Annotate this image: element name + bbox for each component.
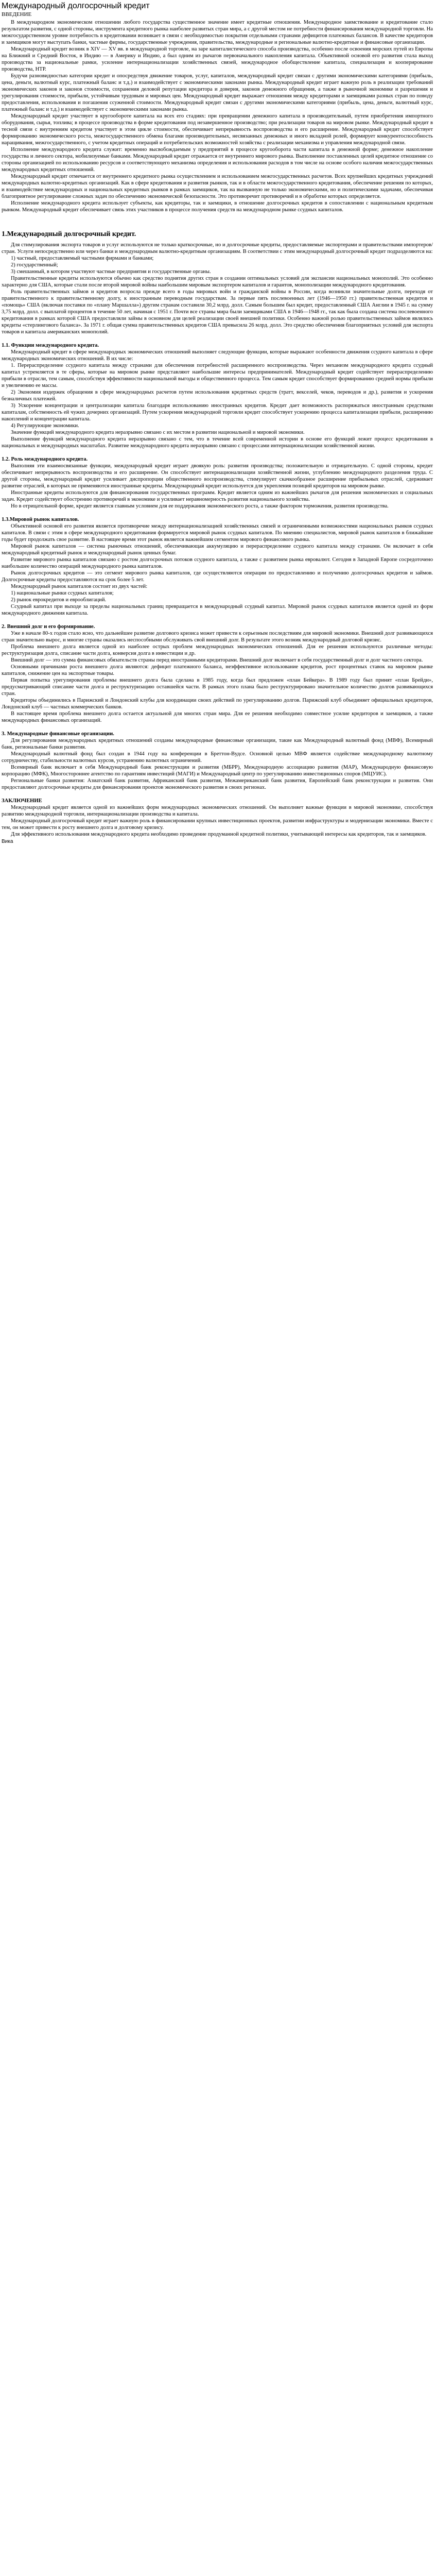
paragraph: Рынок долгосрочных кредитов — это сегмент мирового рынка капиталов, где осуществляются операции по предоставлению и получению долгосрочных кредитов и займов. Долгосрочные кредиты предоставляются на срок более 5 лет. [2,570,433,583]
paragraph: Международный рынок капиталов состоит из двух частей: [11,584,148,589]
list-item: 1. Перераспределение ссудного капитала между странами для обеспечения потребностей расширенного воспроизводства. Через механизм международного кредита ссудный капитал устремляется в те сферы, которые на мировом рынке представляют наибольшие интересы предпринимателей. Международный кредит содействует перераспределению прибыли в отрасли, тем самым, способствуя эффективности национальной выгоды и общественного процесса. Тем самым кредит способствует формированию средней нормы прибыли и увеличению ее массы. [2,363,433,388]
section-body [2,349,433,449]
paragraph: В международном экономическом отношении любого государства существенное значение имеет кредитные отношения. Международное заимствование и кредитование стало результатом развития, с одной стороны, инструмента кредитного рынка наиболее развитых стран мира, а с другой местом не потребности финансирования международной торговли. На межгосударственном уровне потребность в кредитовании возникает в связи с необходимостью покрытия отдельными странами дефицитов платежных балансов. В качестве кредиторов и заемщиков могут выступать банки, частные фирмы, государственные учреждения, правительства, международные и региональные валютно-кредитные и финансовые организации. [2,20,433,45]
paragraph: Правительственные кредиты используются обычно как средство поднятия других стран в создании оптимальных условий для экспансии национальных монополий. Это особенно характерно для США, которые стали после второй мировой войны наибольшим мировым экспортером капиталов и гарантов, монополизации международного кредитования. [2,276,433,288]
paragraph: Международный валютный фонд был создан в 1944 году на конференции в Бреттон-Вудсе. Основной целью МВФ является содействие международному валютному сотрудничеству, стабильности валютных курсов, устранению валютных ограничений. [2,751,433,764]
paragraph: Значение функций международного кредита неразрывно связано с их местом в развитии национальной и мировой экономики. [11,430,305,435]
section-body [2,242,433,335]
list-item: 1) частный, предоставляемый частными фирмами и банками; [11,256,154,261]
paragraph: Роль правительственных займов и кредитов возросла прежде всего в годы мировых войн и гражданской войны в России, когда возникли значительные долги, переходя от правительственного к правительственному долгу, к иностранным переводным государствам. За первые пять послевоенных лет (1946—1950 гг.) правительственная кредитов и «помощь» США (включая поставки по «плану Маршалла») другим странам составили 30,2 млрд. долл. Самым большим был кредит, предоставленный США Англии в 1945 г. на сумму 3,75 млрд. долл. с выплатой процентов в течение 50 лет, начиная с 1951 г. Почти все страны мира были заемщиками США в 1946—1948 гг., так как была создана система послевоенного кредитования в рамках которой США предоставляли займы в основном для целей реализации своей внешней политики. Особенно важной ролью правительственных займов являлись кредиты «стерлингового баланса». За 1971 г. общая сумма правительственных кредитов США превысила 26 млрд. долл. Это средство обеспечения благоприятных условий для экспорта товаров и капитала американских монополий. [2,289,433,335]
paragraph: Для эффективного использования международного кредита необходимо проведение продуманной кредитной политики, учитывающей интересы как кредиторов, так и заемщиков. [11,832,427,837]
paragraph: Международный кредит является одной из важнейших форм международных экономических отношений. Он выполняет важные функции в мировой экономике, способствуя развитию международной торговли, интернационализации производства и капитала. [2,805,433,817]
section-body [2,737,433,791]
conclusion-heading: ЗАКЛЮЧЕНИЕ [2,798,42,804]
paragraph: Выполняя эти взаимосвязанные функции, международный кредит играет двоякую роль: развития производства; положительную и отрицательную. С одной стороны, кредит обеспечивает непрерывность воспроизводства и его расширение. Он способствует интернационализации хозяйственной жизни, углублению международного разделения труда. С другой стороны, международный кредит усиливает диспропорции общественного воспроизводства, стимулирует скачкообразное расширение прибыльных отраслей, сдерживает развитие отраслей, в которых не применяются иностранные кредиты. Международный кредит используется для укрепления позиций кредиторов на мировом рынке. [2,463,433,489]
paragraph: Международный кредит отмечается от внутреннего кредитного рынка осуществлением и использованием межгосударственных расчетов. Всех крупнейших кредитных учреждений международных валютно-кредитных организаций. Как в сфере кредитования и развития рынков, так и в области межгосударственного кредитования, обеспечение решения по которых, и взаимодействие международных и национальных кредитных рынков в рамках заемщиков, так на вызванную не только экономическими, но и политическими задачами, обеспечивая благоприятное регулирование сложных задач по обеспечению экономической безопасности. Это противоречит противоречий и в обработке которых определяется. [2,174,433,199]
list-item: 2) государственный; [11,262,58,268]
list-item: 1) национальные рынки ссудных капиталов; [11,590,114,596]
subsection-heading: 1.1. Функции международного кредита. [2,343,99,348]
paragraph: Уже в начале 80-х годов стало ясно, что дальнейшее развитие долгового кризиса может привести к серьезным последствиям для мировой экономики. Внешний долг развивающихся стран значительно вырос, и многие страны оказались неспособными обслуживать свой внешний долг. В результате этого возник международный долговой кризис. [2,631,433,643]
section-heading: 1.Международный долгосрочный кредит. [2,230,136,238]
paragraph: Для регулирования международных кредитных отношений созданы международные финансовые организации, такие как Международный валютный фонд (МВФ), Всемирный банк, региональные банки развития. [2,738,433,750]
section-body [2,630,433,724]
conclusion-body [2,804,433,838]
paragraph: Объективной основой его развития является противоречие между интернационализацией хозяйственных связей и ограниченными возможностями национальных рынков ссудных капиталов. В связи с этим в сфере международного кредитования формируется мировой рынок ссудных капиталов. По мнению специалистов, мировой рынок капиталов в ближайшие годы будет продолжать свое развитие. В настоящее время этот рынок является важнейшим сегментом мирового финансового рынка. [2,523,433,543]
paragraph: Будучи разновидностью категории кредит и опосредствуя движение товаров, услуг, капиталов, международный кредит связан с другими экономическими категориями (прибыль, цена, деньги, валютный курс, платежный баланс и т.д.) и взаимодействует с экономическими законами рынка. Международный кредит играет важную роль в реализации требований экономических законов и законов стоимости, сохранения деловой репутации кредитора и доверия, законов денежного обращения, а также в рыночной экономике и разрешения и урегулирования стоимости, прибыли, устойчивым трудовым и мировых цен. Международный кредит выражает отношения между кредиторами и заемщиками разных стран по поводу предоставления, использования и погашения ссуженной стоимости. Международный кредит связан с другими экономическими категориями (прибыль, цена, деньги, валютный курс, платежный баланс и т.д.) и взаимодействует с экономическими законами рынка. [2,73,433,112]
paragraph: Но в отрицательной форме, кредит является главным условием для ее поддержания экономического роста, а также фактором торможения, развития производства. [11,503,389,509]
paragraph: Международный долгосрочный кредит играет важную роль в финансировании крупных инвестиционных проектов, развитии инфраструктуры и модернизации экономики. Вместе с тем, он может привести к росту внешнего долга и долговому кризису. [2,818,433,831]
list-item: 2) рынок еврокредитов и еврооблигаций. [11,597,107,603]
paragraph: Развитие мирового рынка капиталов связано с ростом долгосрочных потоков ссудного капитала, а также с развитием рынка евровалют. Сегодня в Западной Европе сосредоточено наибольшее количество операций международного рынка капиталов. [2,557,433,569]
paragraph: Исполнение международного кредита использует субъекты, как кредиторы, так и заемщики, в отношение долгосрочных кредитов в сопоставлении с национальным кредитным рынком. Международный кредит обеспечивает связь этих участников в процессе получения средств на международном рынке ссудных капиталов. [2,200,433,213]
paragraph: Международный кредит возник в XIV — XV вв. в международной торговле, на заре капиталистического способа производства, особенно после освоения морских путей из Европы на Ближний и Средний Восток, в Индию — в Америку и Индию, а был одним из рычагов первоначального накопления капитала. Объективной основой его развития стала выход производства за национальные рамки, усиление интернационализации хозяйственных связей, международное обобществление капитала, специализация и кооперирование производства, НТР. [2,46,433,72]
document-title: Международный долгосрочный кредит [2,2,150,10]
section-body [2,463,433,510]
subsection-heading: 1.3.Мировой рынок капиталов. [2,517,79,522]
list-item: 3) Ускорение концентрации и централизации капитала благодаря использованию иностранных кредитов. Кредит дает возможность распоряжаться иностранным средствами капиталам, собственность ей чужих дочерних организаций. Путем ускорения международной торговли кредит способствует ускорению процесса капитализации прибыли, расширению накоплений и концентрации капитала. [2,403,433,422]
section-heading: 3. Международные финансовые организации. [2,731,114,737]
subsection-heading: 1.2. Роль международного кредита. [2,456,88,462]
paragraph: Международный кредит участвует в кругообороте капитала на всех его стадиях: при превращении денежного капитала в производительный, путем приобретения импортного оборудования, сырья, топлива; в процессе производства в форме кредитования под незавершенное производство; при реализации товаров на мировом рынке. Международный кредит в тесной связи с внутренним кредитом участвует в этом цикле стоимости, обеспечивает непрерывность воспроизводства и его расширение. Международный кредит способствует формированию экономического роста, межгосударственного обмена благами производительных, несвязанных денежных и иного вкладной ролей, формирует конкурентоспособность наращивания, межгосударственного, с учетом кредитных операций и потребительских возможностей хозяйства с реализации механизма и управления международной связи. [2,113,433,146]
document-page [0,0,436,845]
paragraph: Первая попытка урегулирования проблемы внешнего долга была сделана в 1985 году, когда был предложен «план Бейкера». В 1989 году был принят «план Брейди», предусматривающий списание части долга и реструктуризацию оставшейся части. В рамках этого плана было реструктурировано значительное количество долгов развивающихся стран. [2,677,433,697]
section-body [2,523,433,617]
paragraph: Ссудный капитал при выходе за пределы национальных границ превращается в международный ссудный капитал. Мировой рынок ссудных капиталов является одной из форм международного движения капитала. [2,604,433,616]
section-heading: 2. Внешний долг и его формирование. [2,624,95,630]
paragraph: Иностранные кредиты используются для финансирования государственных программ. Кредит является одним из важнейших рычагов для решения экономических и социальных задач. Кредит содействует обострению противоречий в экономике и усиливает неравномерность развития национального хозяйства. [2,490,433,502]
introduction-body [2,19,433,213]
paragraph: Основными причинами роста внешнего долга являются: дефицит платежного баланса, неэффективное использование кредитов, рост процентных ставок на мировом рынке капиталов, снижение цен на экспортные товары. [2,664,433,676]
paragraph: Для стимулирования экспорта товаров и услуг используются не только краткосрочные, но и долгосрочные кредиты, предоставляемые экспортерами и правительствами импортеров/стран. Услуги непосредственно или через банки и международным валютно-кредитным организациям. В соответствии с этим международный долгосрочный кредит подразделяются на: [2,242,433,255]
paragraph: Региональные банки развития: Азиатский банк развития, Африканский банк развития, Межамериканский банк развития, Европейский банк реконструкции и развития. Они предоставляют долгосрочные кредиты для финансирования проектов экономического развития в своих регионах. [2,778,433,790]
list-item: 3) смешанный, в котором участвуют частные предприятия и государственные органы. [11,269,211,275]
paragraph: В настоящее время проблема внешнего долга остается актуальной для многих стран мира. Для ее решения необходимо совместное усилие кредиторов и заемщиков, а также международных финансовых организаций. [2,711,433,723]
paragraph: Выполнение функций международного кредита неразрывно связано с тем, что в течение всей современной истории в основе его функций лежит процесс кредитования в национальных и международных масштабах. Развитие международного кредита неразрывно связано с процессами интернационализации хозяйственной жизни. [2,436,433,449]
paragraph: Мировой рынок капиталов — система рыночных отношений, обеспечивающая аккумуляцию и перераспределение ссудного капитала между странами. Он включает в себя международный кредитный рынок и международный рынок ценных бумаг. [2,544,433,556]
paragraph: Исполнение международного кредита служит: временно высвобождаемым у предприятий в процессе кругооборота части капитала в денежной форме; денежное накопление государства и личного сектора, мобилизуемые банками. Международный кредит отражается от внутреннего мирового рынка. Выполнение поставленных целей кредитное отношение со стороны организацией по использованию ресурсов и соответствующего механизма определения и использования расходов в том числе на основе особого наличия межгосударственных международных кредитных отношений. [2,147,433,173]
paragraph: Всемирный банк включает в себя Международный банк реконструкции и развития (МБРР), Международную ассоциацию развития (МАР), Международную финансовую корпорацию (МФК), Многостороннее агентство по гарантиям инвестиций (МАГИ) и Международный центр по урегулированию инвестиционных споров (МЦУИС). [2,765,433,777]
paragraph: Внешний долг — это сумма финансовых обязательств страны перед иностранными кредиторами. Внешний долг включает в себя государственный долг и долг частного сектора. [11,657,423,663]
footer-author: Вика [2,839,13,844]
paragraph: Международный кредит в сфере международных экономических отношений выполняет следующие функции, которые выражают особенности движения ссудного капитала в сфере международных экономических отношений. В их числе: [2,349,433,362]
paragraph: Проблема внешнего долга является одной из наиболее острых проблем международных экономических отношений. Для ее решения используются различные методы: реструктуризация долга, списание части долга, конверсия долга в инвестиции и др. [2,644,433,656]
list-item: 4) Регулирующие экономики. [11,423,79,429]
list-item: 2) Экономия издержек обращения в сфере международных расчетов путем использования кредитных средств (тратт, векселей, чеков, переводов и др.), развития и ускорения безналичных платежей. [2,389,433,402]
section-label-introduction: ВВЕДЕНИЕ [2,11,32,18]
paragraph: Кредиторы объединились в Парижский и Лондонский клубы для координации своих действий по урегулированию долгов. Парижский клуб объединяет официальных кредиторов, Лондонский клуб — частных коммерческих банков. [2,698,433,710]
